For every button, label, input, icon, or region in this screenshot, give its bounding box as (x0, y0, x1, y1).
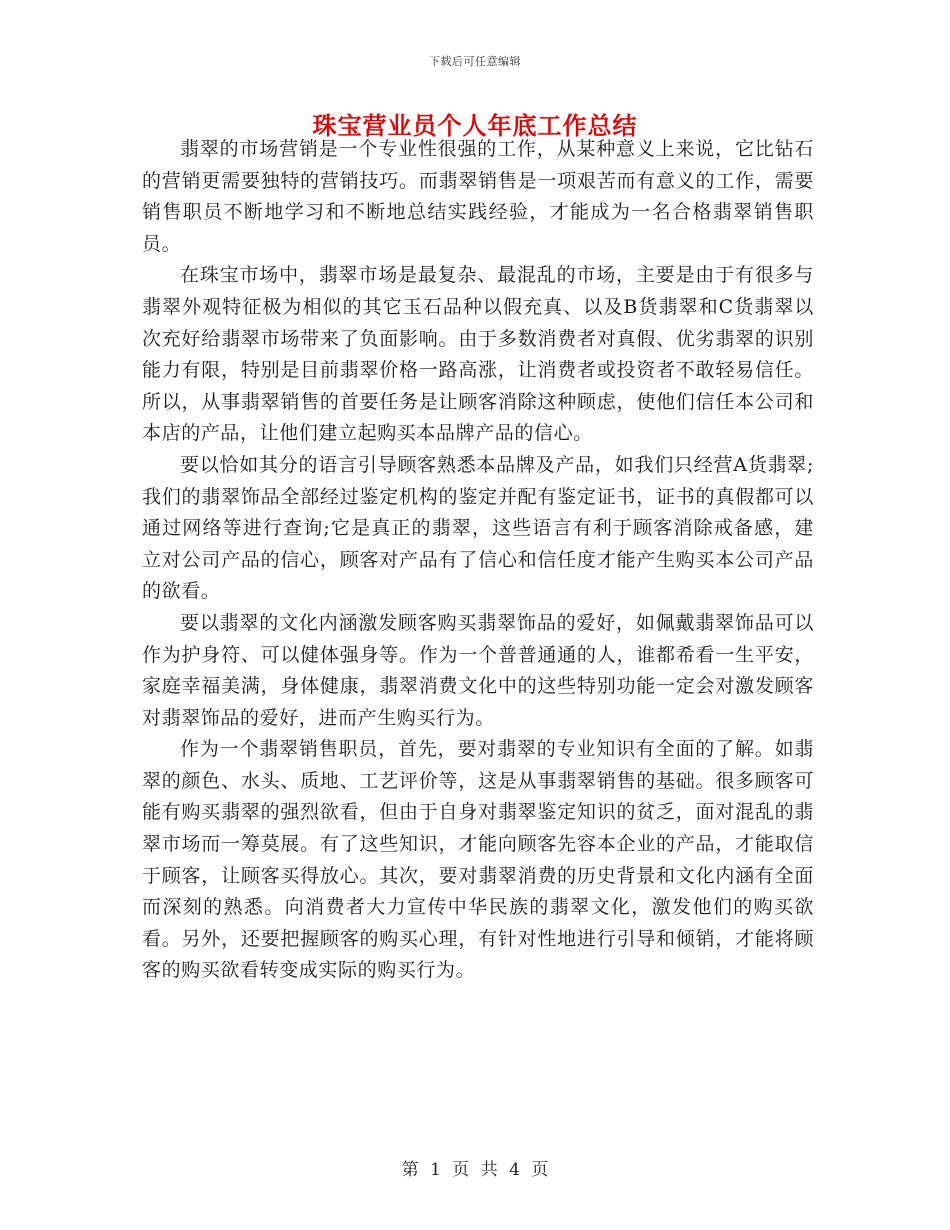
paragraph-5: 作为一个翡翠销售职员，首先，要对翡翠的专业知识有全面的了解。如翡翠的颜色、水头、质地、工艺评价等，这是从事翡翠销售的基础。很多顾客可能有购买翡翠的强烈欲看，但由于自身对翡翠鉴定知识的贫乏，面对混乱的翡翠市场而一筹莫展。有了这些知识，才能向顾客先容本企业的产品，才能取信于顾客，让顾客买得放心。其次，要对翡翠消费的历史背景和文化内涵有全面而深刻的熟悉。向消费者大力宣传中华民族的翡翠文化，激发他们的购买欲看。另外，还要把握顾客的购买心理，有针对性地进行引导和倾销，才能将顾客的购买欲看转变成实际的购买行为。 (142, 738, 814, 982)
paragraph-1: 翡翠的市场营销是一个专业性很强的工作，从某种意义上来说，它比钻石的营销更需要独特的营销技巧。而翡翠销售是一项艰苦而有意义的工作，需要销售职员不断地学习和不断地总结实践经验，才能成为一名合格翡翠销售职员。 (142, 138, 814, 255)
page-number-footer: 第 1 页 共 4 页 (401, 1160, 549, 1180)
paragraph-4: 要以翡翠的文化内涵激发顾客购买翡翠饰品的爱好，如佩戴翡翠饰品可以作为护身符、可以健体强身等。作为一个普普通通的人，谁都希看一生平安，家庭幸福美满，身体健康，翡翠消费文化中的这些特别功能一定会对激发顾客对翡翠饰品的爱好，进而产生购买行为。 (142, 611, 814, 729)
paragraph-2: 在珠宝市场中，翡翠市场是最复杂、最混乱的市场，主要是由于有很多与翡翠外观特征极为相似的其它玉石品种以假充真、以及B货翡翠和C货翡翠以次充好给翡翠市场带来了负面影响。由于多数消费者对真假、优劣翡翠的识别能力有限，特别是目前翡翠价格一路高涨，让消费者或投资者不敢轻易信任。所以，从事翡翠销售的首要任务是让顾客消除这种顾虑，使他们信任本公司和本店的产品，让他们建立起购买本品牌产品的信心。 (142, 264, 814, 445)
document-title: 珠宝营业员个人年底工作总结 (312, 111, 638, 140)
paragraph-3: 要以恰如其分的语言引导顾客熟悉本品牌及产品，如我们只经营A货翡翠;我们的翡翠饰品全部经过鉴定机构的鉴定并配有鉴定证书，证书的真假都可以通过网络等进行查询;它是真正的翡翠，这些语言有利于顾客消除戒备感，建立对公司产品的信心，顾客对产品有了信心和信任度才能产生购买本公司产品的欲看。 (142, 453, 814, 603)
document-body (142, 134, 814, 987)
header-note: 下载后可任意编辑 (429, 55, 521, 68)
